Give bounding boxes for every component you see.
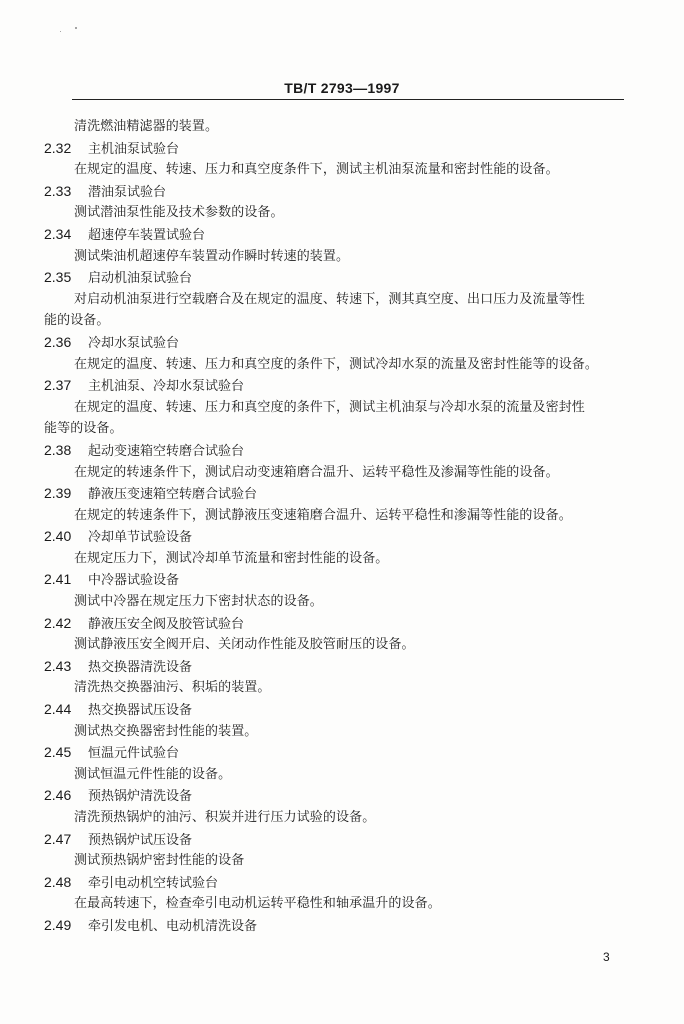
term-title: 潜油泵试验台 xyxy=(88,184,167,200)
term-number: 2.46 xyxy=(44,787,72,804)
paragraph-text: 测试柴油机超速停车装置动作瞬时转速的装置。 xyxy=(74,248,350,264)
term-number: 2.34 xyxy=(44,225,72,242)
definition-text xyxy=(44,677,634,699)
paragraph-text: 清洗热交换器油污、积垢的装置。 xyxy=(74,680,271,696)
term-heading xyxy=(44,699,634,721)
paragraph-text: 测试潜油泵性能及技术参数的设备。 xyxy=(74,205,284,221)
definition-text xyxy=(44,807,634,829)
term-number: 2.36 xyxy=(44,333,72,350)
term-number: 2.41 xyxy=(44,571,72,588)
paragraph-text: 测试恒温元件性能的设备。 xyxy=(74,766,232,782)
definition-text xyxy=(44,354,634,376)
paragraph-text: 测试热交换器密封性能的装置。 xyxy=(74,723,258,739)
term-number: 2.49 xyxy=(44,916,72,933)
paragraph-text: 在规定的转速条件下，测试静液压变速箱磨合温升、运转平稳性和渗漏等性能的设备。 xyxy=(74,507,572,523)
term-number: 2.44 xyxy=(44,701,72,718)
term-number: 2.48 xyxy=(44,873,72,890)
term-title: 静液压安全阀及胶管试验台 xyxy=(88,616,245,632)
paragraph-text: 能的设备。 xyxy=(44,313,110,329)
standard-code-header: TB/T 2793—1997 xyxy=(284,80,400,96)
term-number: 2.39 xyxy=(44,485,72,502)
term-heading xyxy=(44,613,634,635)
term-heading xyxy=(44,915,634,937)
term-heading xyxy=(44,181,634,203)
paragraph-text: 对启动机油泵进行空载磨合及在规定的温度、转速下，测其真空度、出口压力及流量等性 xyxy=(74,291,585,307)
term-title: 冷却水泵试验台 xyxy=(88,335,180,351)
term-heading xyxy=(44,569,634,591)
definition-continuation xyxy=(44,310,634,332)
page-number: 3 xyxy=(603,950,610,964)
definition-text xyxy=(44,289,634,311)
definition-text xyxy=(44,246,634,268)
definition-text xyxy=(44,505,634,527)
term-heading xyxy=(44,440,634,462)
term-heading xyxy=(44,267,634,289)
term-number: 2.35 xyxy=(44,269,72,286)
header-rule xyxy=(72,99,624,100)
definition-text xyxy=(44,721,634,743)
term-number: 2.37 xyxy=(44,377,72,394)
paragraph-text: 在规定的温度、转速、压力和真空度的条件下，测试冷却水泵的流量及密封性能等的设备。 xyxy=(74,356,599,372)
term-number: 2.43 xyxy=(44,657,72,674)
definition-text xyxy=(44,462,634,484)
scan-speck xyxy=(75,27,77,29)
term-title: 主机油泵、冷却水泵试验台 xyxy=(88,379,245,395)
definition-text xyxy=(44,116,634,138)
definition-text xyxy=(44,591,634,613)
scan-speck xyxy=(60,31,61,32)
term-number: 2.42 xyxy=(44,614,72,631)
term-number: 2.33 xyxy=(44,182,72,199)
definition-text xyxy=(44,850,634,872)
definition-text xyxy=(44,764,634,786)
term-title: 牵引电动机空转试验台 xyxy=(88,875,219,891)
paragraph-text: 在规定的转速条件下，测试启动变速箱磨合温升、运转平稳性及渗漏等性能的设备。 xyxy=(74,464,559,480)
term-heading xyxy=(44,656,634,678)
definition-text xyxy=(44,202,634,224)
paragraph-text: 测试预热锅炉密封性能的设备 xyxy=(74,853,245,869)
paragraph-text: 清洗燃油精滤器的装置。 xyxy=(74,119,219,134)
term-title: 主机油泵试验台 xyxy=(88,141,180,157)
definition-text xyxy=(44,548,634,570)
paragraph-text: 测试中冷器在规定压力下密封状态的设备。 xyxy=(74,594,323,610)
term-title: 超速停车装置试验台 xyxy=(88,227,206,243)
definition-text xyxy=(44,159,634,181)
term-heading xyxy=(44,138,634,160)
term-title: 热交换器清洗设备 xyxy=(88,659,193,675)
term-heading xyxy=(44,483,634,505)
term-heading xyxy=(44,332,634,354)
paragraph-text: 在规定的温度、转速、压力和真空度的条件下，测试主机油泵与冷却水泵的流量及密封性 xyxy=(74,399,585,415)
paragraph-text: 在最高转速下，检查牵引电动机运转平稳性和轴承温升的设备。 xyxy=(74,896,441,912)
definition-text xyxy=(44,893,634,915)
term-title: 静液压变速箱空转磨合试验台 xyxy=(88,487,258,503)
term-number: 2.32 xyxy=(44,139,72,156)
term-heading xyxy=(44,742,634,764)
paragraph-text: 在规定压力下，测试冷却单节流量和密封性能的设备。 xyxy=(74,550,389,566)
term-heading xyxy=(44,224,634,246)
term-title: 牵引发电机、电动机清洗设备 xyxy=(88,918,258,934)
definition-text xyxy=(44,634,634,656)
document-body xyxy=(44,116,634,937)
term-heading xyxy=(44,829,634,851)
definition-continuation xyxy=(44,418,634,440)
paragraph-text: 清洗预热锅炉的油污、积炭并进行压力试验的设备。 xyxy=(74,810,376,825)
definition-text xyxy=(44,397,634,419)
term-title: 热交换器试压设备 xyxy=(88,703,193,719)
term-heading xyxy=(44,872,634,894)
term-number: 2.45 xyxy=(44,744,72,761)
paragraph-text: 能等的设备。 xyxy=(44,421,123,437)
paragraph-text: 测试静液压安全阀开启、关闭动作性能及胶管耐压的设备。 xyxy=(74,637,415,653)
term-heading xyxy=(44,526,634,548)
term-title: 启动机油泵试验台 xyxy=(88,271,193,287)
term-number: 2.40 xyxy=(44,528,72,545)
term-title: 预热锅炉试压设备 xyxy=(88,832,193,848)
term-title: 起动变速箱空转磨合试验台 xyxy=(88,443,245,459)
term-title: 恒温元件试验台 xyxy=(88,746,180,762)
term-title: 中冷器试验设备 xyxy=(88,573,180,589)
term-heading xyxy=(44,785,634,807)
term-heading xyxy=(44,375,634,397)
term-title: 冷却单节试验设备 xyxy=(88,530,193,546)
paragraph-text: 在规定的温度、转速、压力和真空度条件下，测试主机油泵流量和密封性能的设备。 xyxy=(74,162,559,178)
term-number: 2.38 xyxy=(44,441,72,458)
term-title: 预热锅炉清洗设备 xyxy=(88,789,193,805)
term-number: 2.47 xyxy=(44,830,72,847)
